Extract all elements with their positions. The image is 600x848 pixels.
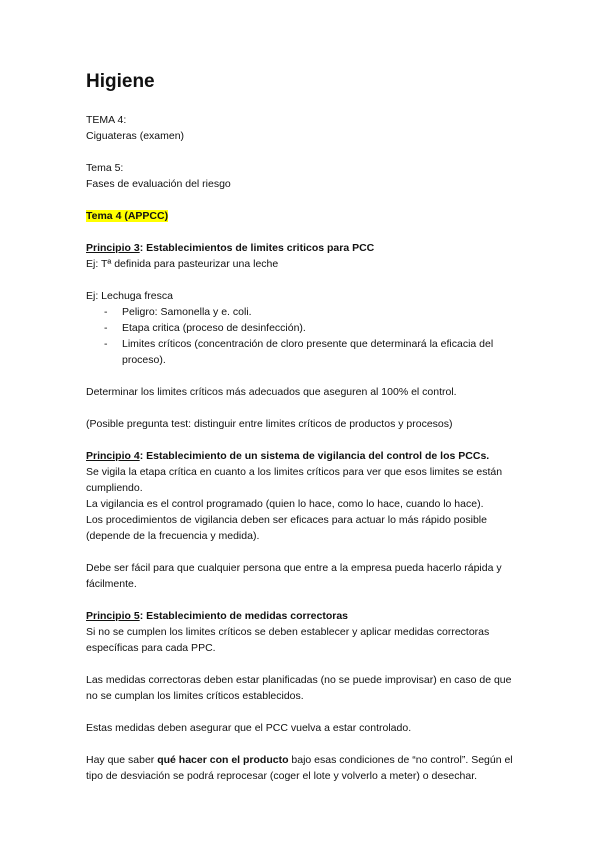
principio-3-title: : Establecimientos de limites criticos para PCC (139, 242, 375, 254)
p5-para3-bold: qué hacer con el producto (157, 754, 289, 766)
tema4-text: Ciguateras (examen) (86, 130, 185, 142)
page-title: Higiene (86, 71, 155, 92)
list-item: - Limites críticos (concentración de cloro presente que determinará la eficacia del proceso). (86, 336, 526, 368)
principio-4-label: Principio 4 (86, 450, 140, 462)
p5-paragraph-3 (86, 752, 526, 784)
tema4-label: TEMA 4: (86, 114, 127, 126)
p4-line-2: La vigilancia es el control programado (quien lo hace, como lo hace, cuando lo hace). (86, 498, 484, 510)
principio-5-title: : Establecimiento de medidas correctoras (139, 610, 349, 622)
p3-paragraph-2: (Posible pregunta test: distinguir entre limites críticos de productos y procesos) (86, 418, 453, 430)
principio-3-heading (86, 240, 526, 256)
p5-para3-pre: Hay que saber (86, 754, 158, 766)
principio-4-heading (86, 448, 526, 464)
p4-paragraph: Debe ser fácil para que cualquier persona que entre a la empresa pueda hacerlo rápida y fácilmente. (86, 562, 502, 590)
p3-bullet-list (86, 304, 526, 368)
principio-4-title: : Establecimiento de un sistema de vigilancia del control de los PCCs. (139, 450, 490, 462)
list-item: - Etapa critica (proceso de desinfección). (86, 320, 526, 336)
document-page (86, 70, 526, 784)
principio-5-heading (86, 608, 526, 624)
principio-5-label: Principio 5 (86, 610, 140, 622)
p5-paragraph-2: Estas medidas deben asegurar que el PCC vuelva a estar controlado. (86, 722, 412, 734)
p3-paragraph-1: Determinar los limites críticos más adecuados que aseguren al 100% el control. (86, 386, 457, 398)
p4-line-1: Se vigila la etapa crítica en cuanto a los limites críticos para ver que esos limites se están cumpliendo. (86, 466, 503, 494)
tema5-text: Fases de evaluación del riesgo (86, 178, 231, 190)
p5-line-1: Si no se cumplen los limites críticos se deben establecer y aplicar medidas correctoras específicas para cada PPC. (86, 626, 490, 654)
p3-example-1: Ej: Tª definida para pasteurizar una leche (86, 258, 279, 270)
p5-para3-post: bajo esas condiciones de “no control”. Según el tipo de desviación se podrá reprocesar (coger el lote y volverlo a meter) o desechar. (86, 754, 513, 782)
p3-example-2: Ej: Lechuga fresca (86, 290, 173, 302)
p4-line-3: Los procedimientos de vigilancia deben ser eficaces para actuar lo más rápido posible (depende de la frecuencia y medida). (86, 514, 487, 542)
list-item: - Peligro: Samonella y e. coli. (86, 304, 526, 320)
tema5-label: Tema 5: (86, 162, 124, 174)
section-heading (86, 208, 526, 224)
highlighted-heading: Tema 4 (APPCC) (86, 210, 169, 222)
p5-paragraph-1: Las medidas correctoras deben estar planificadas (no se puede improvisar) en caso de que no se cumplan los limites críticos establecidos. (86, 674, 512, 702)
principio-3-label: Principio 3 (86, 242, 140, 254)
